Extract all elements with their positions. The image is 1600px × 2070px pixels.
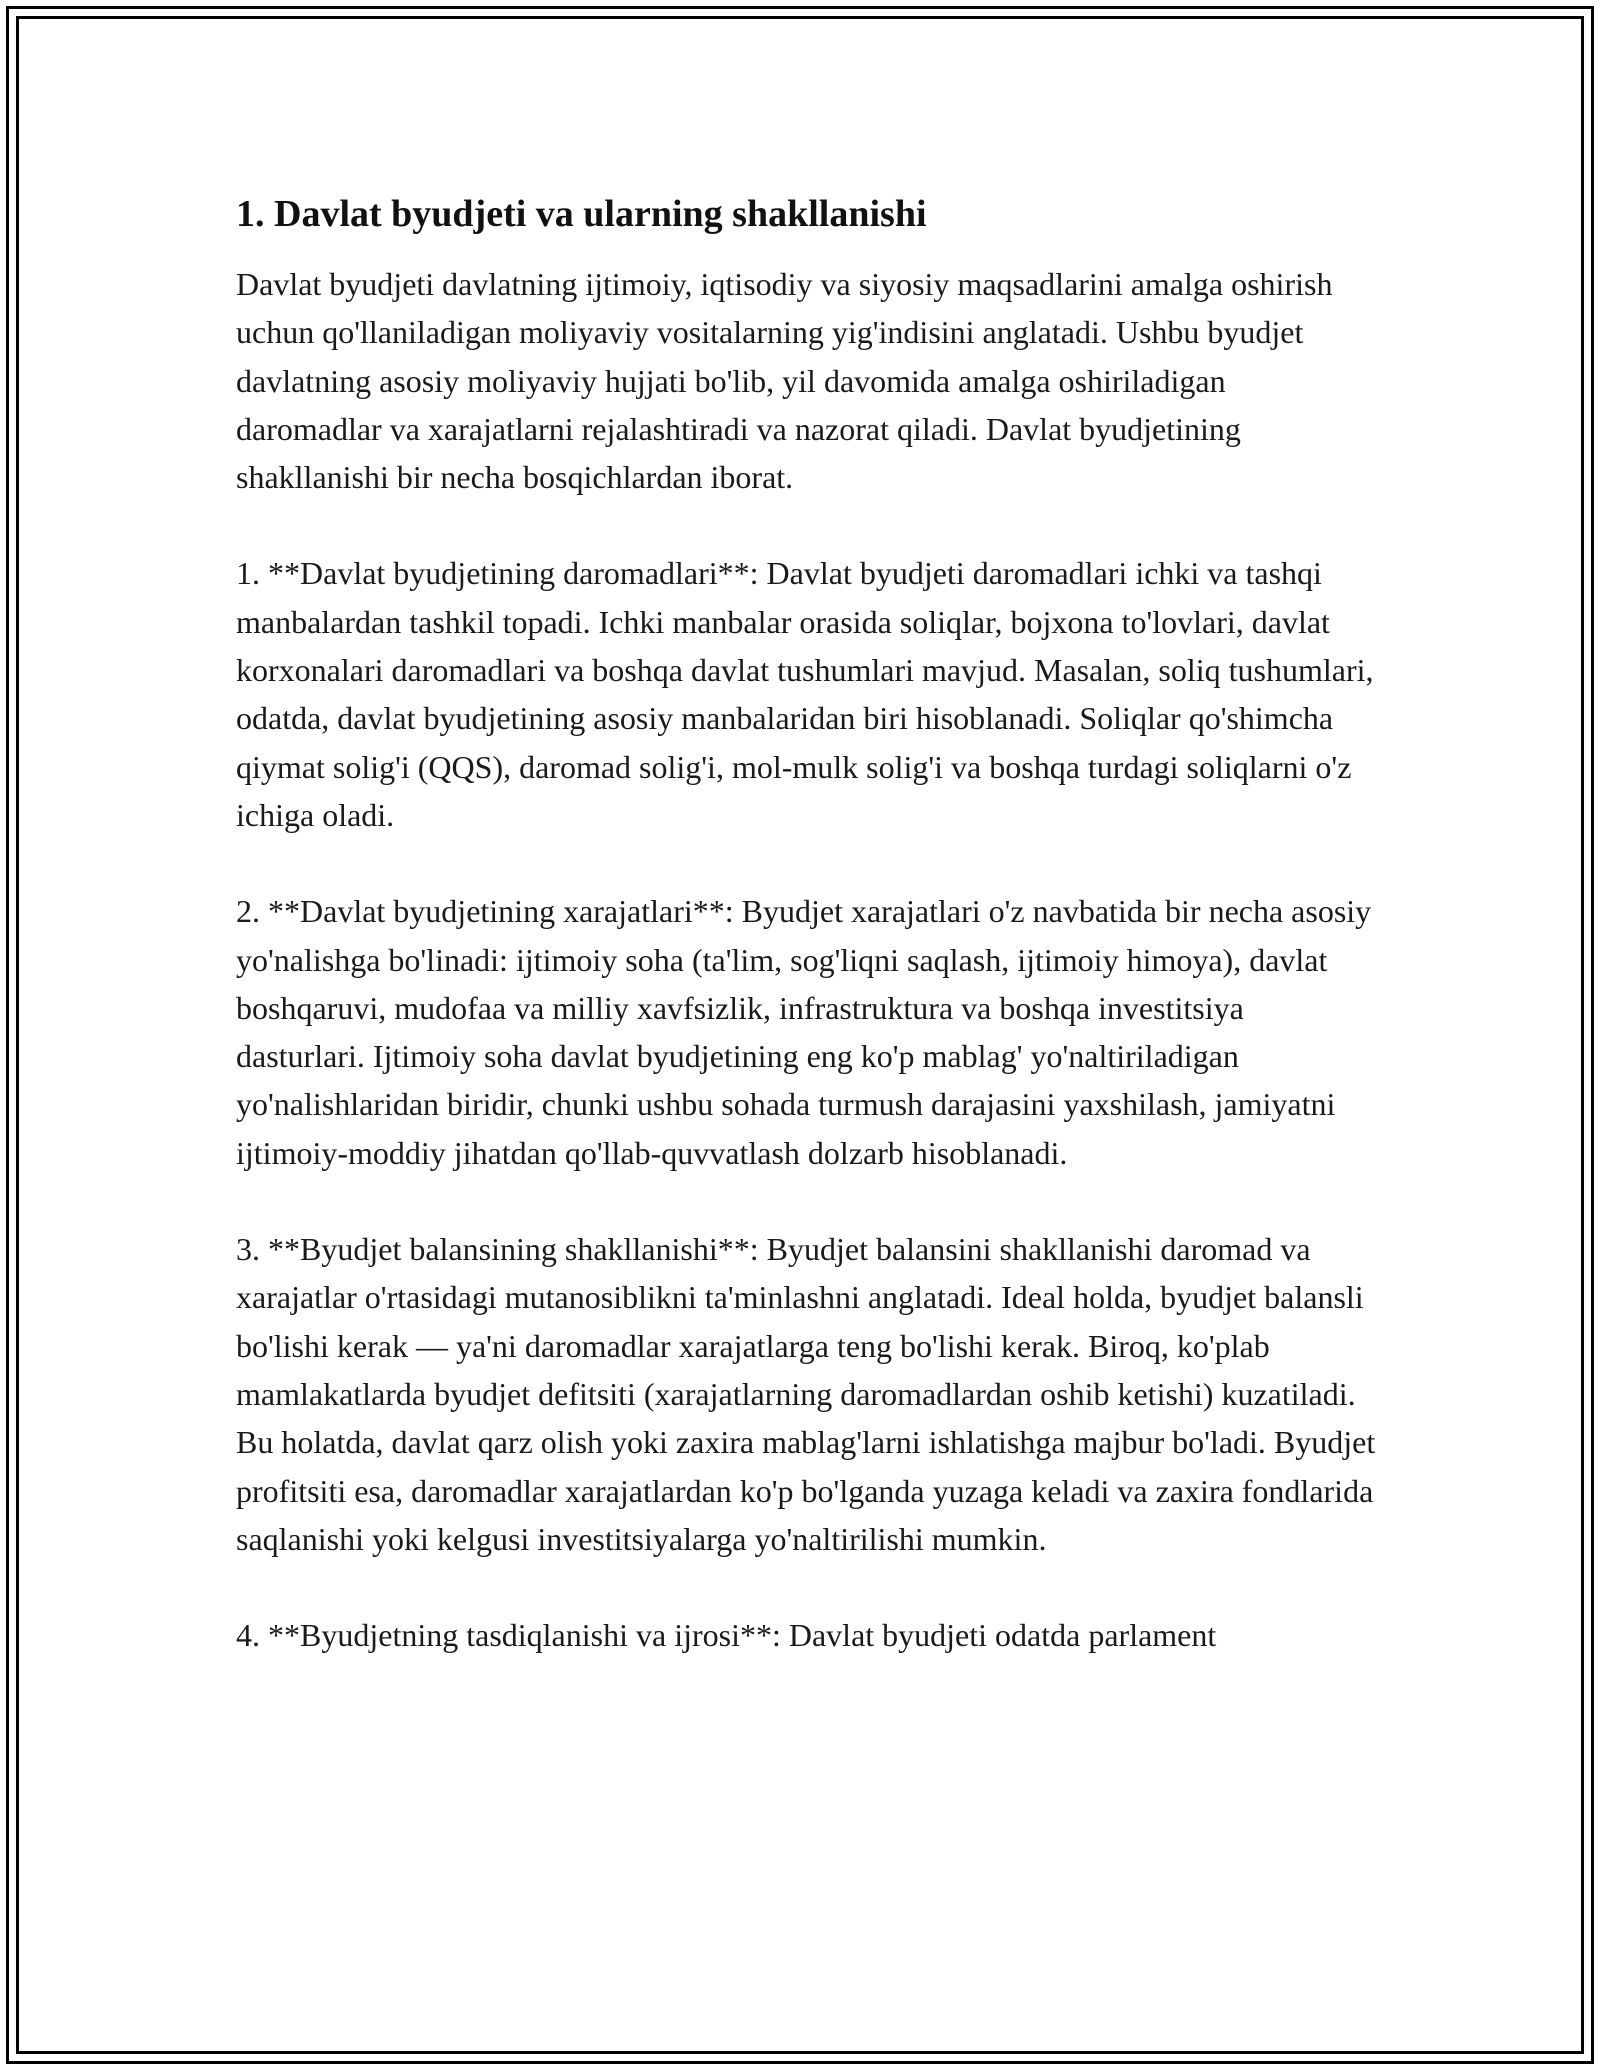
document-body [236, 190, 1376, 1659]
paragraph-revenues: 1. **Davlat byudjetining daromadlari**: Davlat byudjeti daromadlari ichki va tashqi manbalardan tashkil topadi. Ichki manbalar orasida soliqlar, bojxona to'lovlari, davlat korxonalari daromadlari va boshqa davlat tushumlari mavjud. Masalan, soliq tushumlari, odatda, davlat byudjetining asosiy manbalaridan biri hisoblanadi. Soliqlar qo'shimcha qiymat solig'i (QQS), daromad solig'i, mol-mulk solig'i va boshqa turdagi soliqlarni o'z ichiga oladi. [236, 555, 1374, 833]
intro-paragraph: Davlat byudjeti davlatning ijtimoiy, iqtisodiy va siyosiy maqsadlarini amalga oshirish uchun qo'llaniladigan moliyaviy vositalarning yig'indisini anglatadi. Ushbu byudjet davlatning asosiy moliyaviy hujjati bo'lib, yil davomida amalga oshiriladigan daromadlar va xarajatlarni rejalashtiradi va nazorat qiladi. Davlat byudjetining shakllanishi bir necha bosqichlardan iborat. [236, 266, 1333, 496]
paragraph-expenditures: 2. **Davlat byudjetining xarajatlari**: Byudjet xarajatlari o'z navbatida bir necha asosiy yo'nalishga bo'linadi: ijtimoiy soha (ta'lim, sog'liqni saqlash, ijtimoiy himoya), davlat boshqaruvi, mudofaa va milliy xavfsizlik, infrastruktura va boshqa investitsiya dasturlari. Ijtimoiy soha davlat byudjetining eng ko'p mablag' yo'naltiriladigan yo'nalishlaridan biridir, chunki ushbu sohada turmush darajasini yaxshilash, jamiyatni ijtimoiy-moddiy jihatdan qo'llab-quvvatlash dolzarb hisoblanadi. [236, 893, 1372, 1171]
paragraph-balance: 3. **Byudjet balansining shakllanishi**: Byudjet balansini shakllanishi daromad va xarajatlar o'rtasidagi mutanosiblikni ta'minlashni anglatadi. Ideal holda, byudjet balansli bo'lishi kerak — ya'ni daromadlar xarajatlarga teng bo'lishi kerak. Biroq, ko'plab mamlakatlarda byudjet defitsiti (xarajatlarning daromadlardan oshib ketishi) kuzatiladi. Bu holatda, davlat qarz olish yoki zaxira mablag'larni ishlatishga majbur bo'ladi. Byudjet profitsiti esa, daromadlar xarajatlardan ko'p bo'lganda yuzaga keladi va zaxira fondlarida saqlanishi yoki kelgusi investitsiyalarga yo'naltirilishi mumkin. [236, 1231, 1376, 1557]
section-heading: 1. Davlat byudjeti va ularning shakllanishi [236, 193, 927, 235]
paragraph-approval: 4. **Byudjetning tasdiqlanishi va ijrosi**: Davlat byudjeti odatda parlament [236, 1617, 1217, 1654]
